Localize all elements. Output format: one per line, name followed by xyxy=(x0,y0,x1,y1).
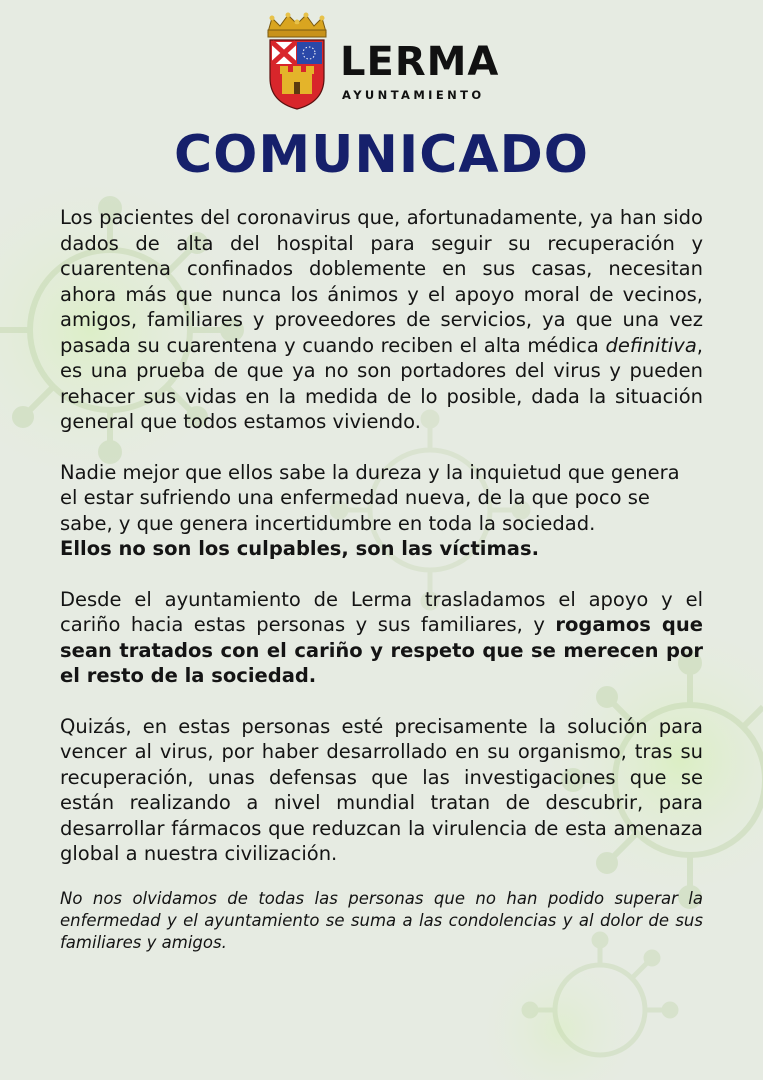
closing-note: No nos olvidamos de todas las personas que no han podido superar la enfermedad y el ayuntamiento se suma a las condolencias y al dolor de sus familiares y amigos. xyxy=(60,888,703,952)
paragraph-1-text-b: , es una prueba de que ya no son portadores del virus y pueden rehacer sus vidas en la medida de lo posible, dada la situación general que todos estamos viviendo. xyxy=(60,333,703,433)
brand-subtitle: AYUNTAMIENTO xyxy=(342,88,485,102)
paragraph-2-text: Nadie mejor que ellos sabe la dureza y la inquietud que genera el estar sufriendo una enfermedad nueva, de la que poco se sabe, y que genera incertidumbre en toda la sociedad. xyxy=(60,460,680,535)
paragraph-3-text: Desde el ayuntamiento de Lerma trasladamos el apoyo y el cariño hacia estas personas y sus familiares, y xyxy=(60,587,703,636)
paragraph-4-text: Quizás, en estas personas esté precisamente la solución para vencer al virus, por haber desarrollado en su organismo, tras su recuperación, unas defensas que las investigaciones que se están realizando a nivel mundial tratan de descubrir, para desarrollar fármacos que reduzcan la virulencia de esta amenaza global a nuestra civilización. xyxy=(60,714,703,865)
paragraph-1 xyxy=(60,205,703,435)
header xyxy=(0,10,763,110)
communique-body xyxy=(60,205,703,979)
paragraph-1-italic: definitiva xyxy=(605,333,697,357)
coat-of-arms-icon xyxy=(262,10,332,110)
paragraph-3 xyxy=(60,587,703,689)
page-title: COMUNICADO xyxy=(174,125,589,185)
paragraph-2 xyxy=(60,460,703,562)
paragraph-2-bold: Ellos no son los culpables, son las víctimas. xyxy=(60,537,539,560)
paragraph-4 xyxy=(60,714,703,867)
paragraph-1-text-a: Los pacientes del coronavirus que, afortunadamente, ya han sido dados de alta del hospital para seguir su recuperación y cuarentena confinados doblemente en sus casas, necesitan ahora más que nunca los ánimos y el apoyo moral de vecinos, amigos, familiares y proveedores de servicios, ya que una vez pasada su cuarentena y cuando reciben el alta médica xyxy=(60,206,703,357)
paragraph-3-bold: rogamos que sean tratados con el cariño y respeto que se merecen por el resto de la sociedad. xyxy=(60,613,703,687)
brand-name: LERMA xyxy=(340,39,500,85)
